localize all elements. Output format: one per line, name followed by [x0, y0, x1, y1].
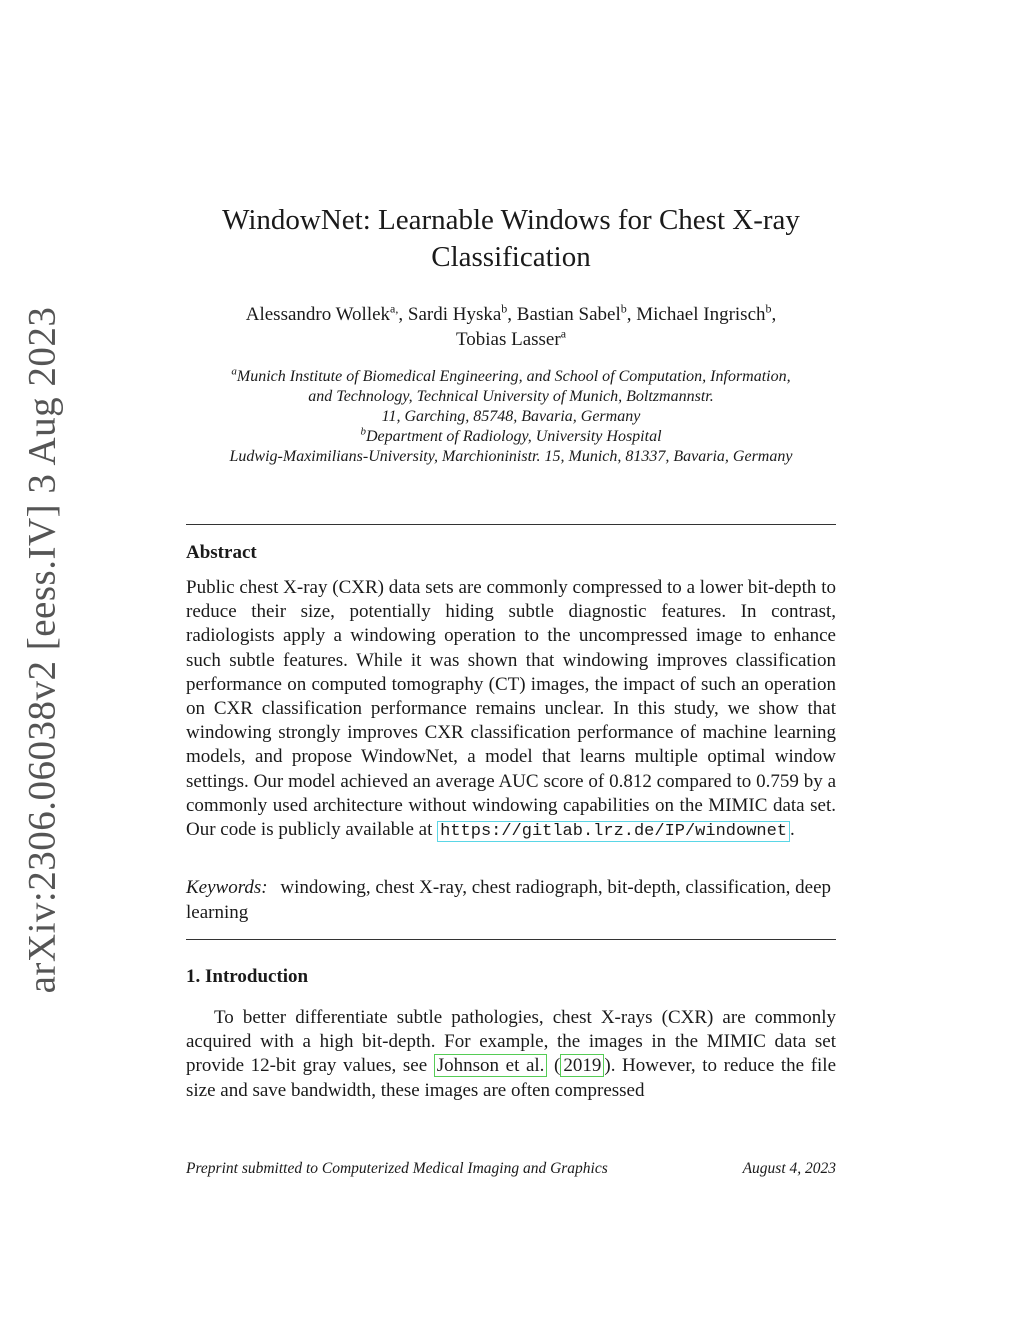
intro-text-2: . However, to reduce the file size and save bandwidth, these images are often compressed [186, 1055, 837, 1101]
keywords-label: Keywords: [186, 877, 268, 898]
title-line-1: WindowNet: Learnable Windows for Chest X-ray [222, 204, 800, 236]
title-line-2: Classification [431, 241, 591, 273]
author-name: Sardi Hyska [407, 304, 502, 325]
abstract-end: . [790, 819, 795, 841]
author-name: Michael Ingrisch [636, 304, 766, 325]
author-line-1: Alessandro Wollek$^{a,}$, Sardi Hyska$^b$, Bastian Sabel$^b$, Michael Ingrisch$^b$, [245, 301, 777, 325]
author-line-2 [156, 327, 866, 352]
affil-a-text-1: Munich Institute of Biomedical Engineering, and School of Computation, Information, [236, 368, 791, 385]
author-name: Alessandro Wollek [245, 304, 391, 325]
intro-paragraph [186, 1006, 836, 1103]
abstract-heading: Abstract [186, 542, 257, 563]
affil-b-line-2: Ludwig-Maximilians-University, Marchioninistr. 15, Munich, 81337, Bavaria, Germany [229, 448, 793, 465]
cite-close-paren: ) [604, 1055, 611, 1077]
page-footer [186, 1160, 836, 1178]
abstract-body [186, 576, 836, 844]
paper-title [156, 202, 866, 276]
abstract-text: Public chest X-ray (CXR) data sets are commonly compressed to a lower bit-depth to reduce their size, potentially hiding subtle diagnostic features. In contrast, radiologists apply a windowing operation to the uncompressed image to enhance such subtle features. While it was shown that windowing improves classification performance on computed tomography (CT) images, the impact of such an operation on CXR classification performance remains unclear. In this study, we show that windowing strongly improves CXR classification performance of machine learning models, and propose WindowNet, a model that learns multiple optimal window settings. Our model achieved an average AUC score of 0.812 compared to 0.759 by a commonly used architecture without windowing capabilities on the MIMIC data set. Our code is publicly available at [186, 577, 836, 841]
affil-a-line-3: 11, Garching, 85748, Bavaria, Germany [381, 408, 641, 425]
intro-text-1: To better differentiate subtle pathologies, chest X-rays (CXR) are commonly acquired with a high bit-depth. For example, the images in the MIMIC data set provide 12-bit gray values, see [186, 1007, 836, 1077]
arxiv-stamp: arXiv:2306.06038v2 [eess.IV] 3 Aug 2023 [20, 306, 64, 994]
footer-date: August 4, 2023 [742, 1160, 836, 1177]
author-affil-mark: b [765, 301, 772, 316]
affil-a-line-2: and Technology, Technical University of Munich, Boltzmannstr. [308, 388, 714, 405]
keywords-text: windowing, chest X-ray, chest radiograph, bit-depth, classification, deep learning [186, 877, 832, 923]
author-name: Tobias Lasser [455, 329, 561, 350]
affil-b-text-1: Department of Radiology, University Hospital [365, 428, 662, 445]
cite-open-paren: ( [554, 1055, 561, 1077]
footer-journal: Preprint submitted to Computerized Medical Imaging and Graphics [186, 1160, 608, 1177]
affil-b-line-1 [146, 427, 876, 447]
keywords [186, 876, 836, 925]
affil-b-mark: b [360, 425, 366, 438]
author-affil-mark: b [501, 301, 508, 316]
author-affil-mark: b [620, 301, 627, 316]
abstract-top-rule [186, 524, 836, 525]
author-name: Bastian Sabel [516, 304, 621, 325]
code-repo-link[interactable]: https://gitlab.lrz.de/IP/windownet [437, 821, 790, 842]
author-list [156, 302, 866, 352]
citation-author-link[interactable]: Johnson et al. [434, 1054, 548, 1077]
intro-heading: 1. Introduction [186, 966, 309, 987]
citation-year-link[interactable]: 2019 [560, 1054, 604, 1077]
author-affil-mark: a [560, 326, 567, 341]
author-affil-mark: a, [390, 301, 399, 316]
affiliations [146, 367, 876, 467]
affil-a-line-1 [146, 367, 876, 387]
affil-a-mark: a [231, 365, 237, 378]
abstract-bottom-rule [186, 939, 836, 940]
